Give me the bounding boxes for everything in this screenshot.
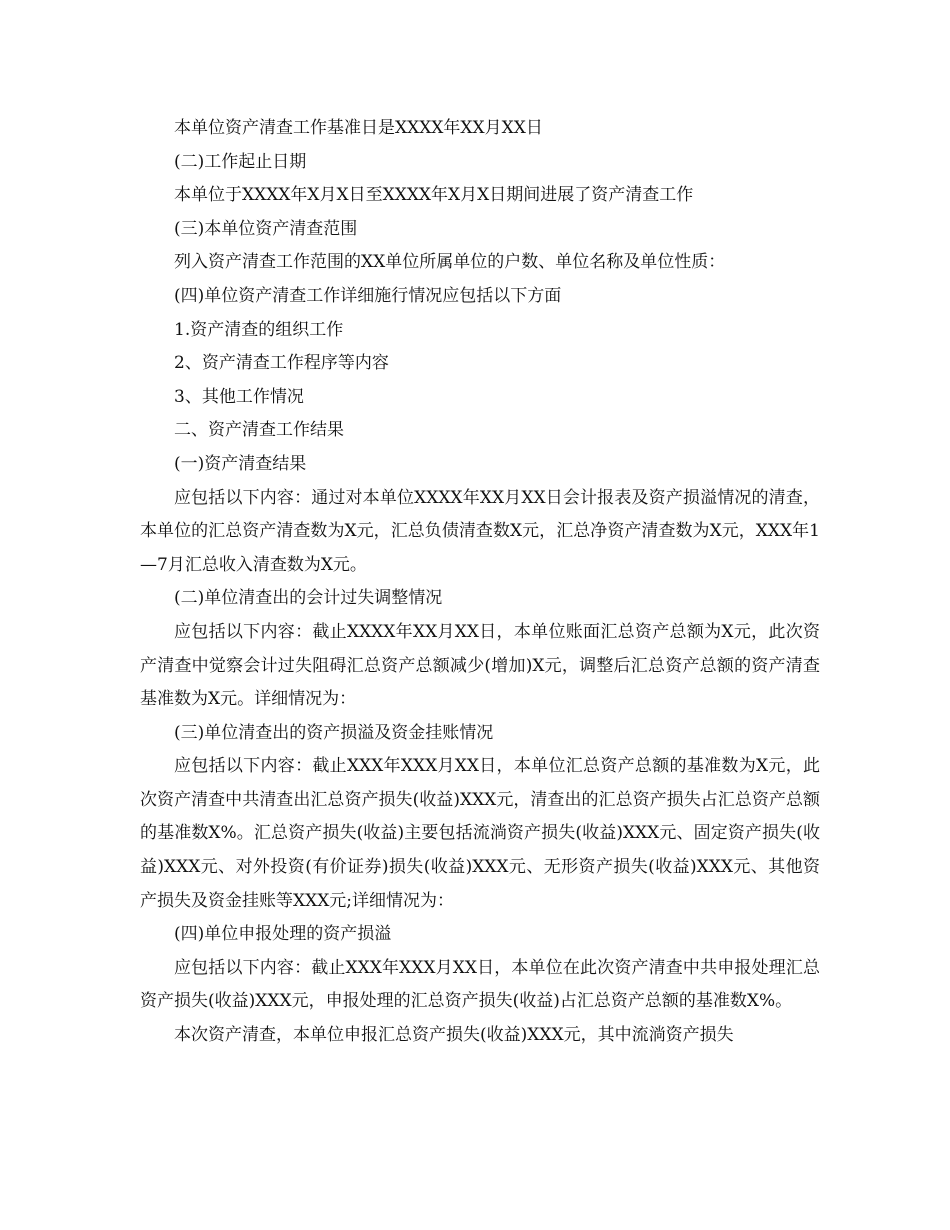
paragraph-current-clearance: 本次资产清查，本单位申报汇总资产损失(收益)XXX元，其中流淌资产损失 [174, 1025, 734, 1046]
paragraph-declared-losses: 应包括以下内容：截止XXX年XXX月XX日，本单位在此次资产清查中共申报处理汇总资产损失(收益)XXX元，申报处理的汇总资产损失(收益)占汇总资产总额的基准数X%。 [140, 957, 820, 1012]
heading-declared-losses: (四)单位申报处理的资产损溢 [174, 924, 392, 945]
heading-asset-losses: (三)单位清查出的资产损溢及资金挂账情况 [174, 722, 494, 743]
heading-error-adjustment: (二)单位清查出的会计过失调整情况 [174, 588, 443, 609]
list-item-1: 1.资产清查的组织工作 [174, 319, 344, 340]
paragraph-error-adjustment: 应包括以下内容：截止XXXX年XX月XX日，本单位账面汇总资产总额为X元，此次资产清查中觉察会计过失阻碍汇总资产总额减少(增加)X元，调整后汇总资产总额的资产清查基准数为X元。详细情况为： [140, 621, 820, 710]
heading-implementation: (四)单位资产清查工作详细施行情况应包括以下方面 [174, 285, 562, 306]
paragraph-base-date: 本单位资产清查工作基准日是XXXX年XX月XX日 [174, 118, 543, 138]
document-body [140, 112, 820, 1053]
paragraph-work-period: 本单位于XXXX年X月X日至XXXX年X月X日期间进展了资产清查工作 [174, 185, 694, 206]
paragraph-asset-losses: 应包括以下内容：截止XXX年XXX月XX日，本单位汇总资产总额的基准数为X元，此次资产清查中共清查出汇总资产损失(收益)XXX元，清查出的汇总资产损失占汇总资产总额的基准数X%。汇总资产损失(收益)主要包括流淌资产损失(收益)XXX元、固定资产损失(收益)XXX元、对外投资(有价证券)损失(收益)XXX元、无形资产损失(收益)XXX元、其他资产损失及资金挂账等XXX元;详细情况为： [140, 756, 820, 911]
list-item-3: 3、其他工作情况 [174, 386, 304, 407]
heading-scope: (三)本单位资产清查范围 [174, 218, 358, 239]
section-heading-results: 二、资产清查工作结果 [174, 420, 344, 441]
paragraph-scope: 列入资产清查工作范围的XX单位所属单位的户数、单位名称及单位性质： [174, 252, 726, 273]
heading-work-period: (二)工作起止日期 [174, 151, 307, 172]
list-item-2: 2、资产清查工作程序等内容 [174, 353, 389, 374]
heading-clearance-results: (一)资产清查结果 [174, 453, 307, 474]
paragraph-clearance-results: 应包括以下内容：通过对本单位XXXX年XX月XX日会计报表及资产损溢情况的清查，本单位的汇总资产清查数为X元，汇总负债清查数X元，汇总净资产清查数为X元，XXX年1—7月汇总收入清查数为X元。 [140, 487, 820, 575]
